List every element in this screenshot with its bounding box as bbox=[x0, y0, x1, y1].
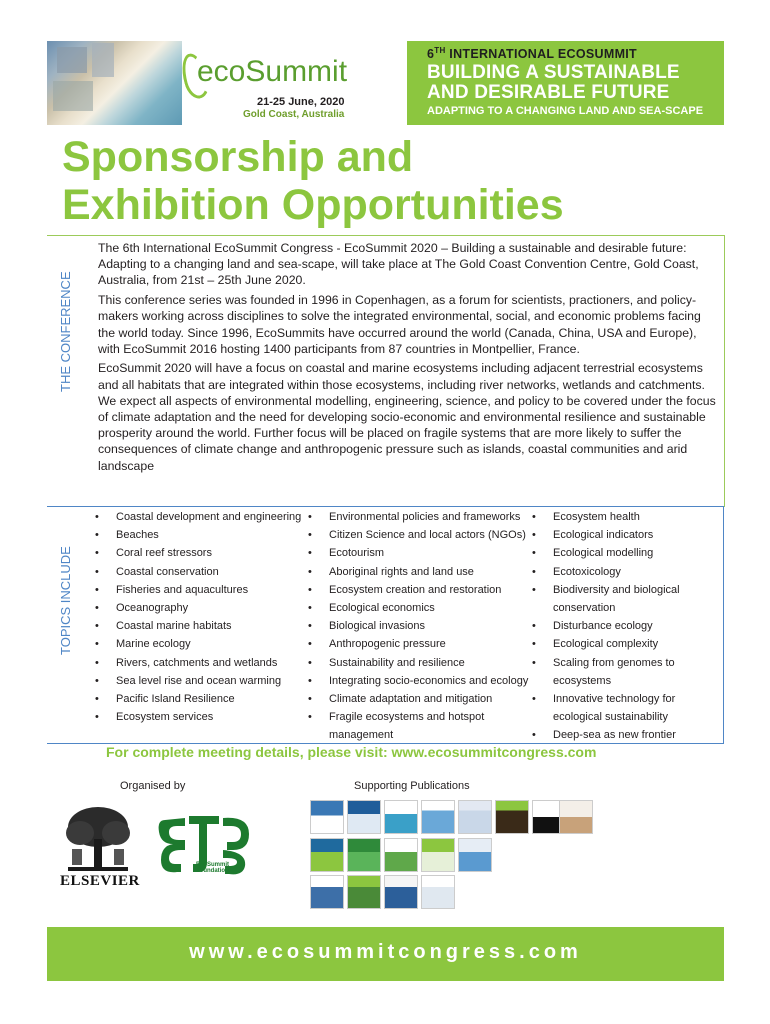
journal-cover bbox=[347, 875, 381, 909]
list-item: • Disturbance ecology bbox=[532, 620, 653, 633]
ecosummit-logo-text: ecoSummit bbox=[197, 55, 348, 88]
conference-paragraph: The 6th International EcoSummit Congress - EcoSummit 2020 – Building a sustainable and desirable future: Adapting to a changing land and sea-scape, will take place at The Gold Coast Convention Centre, Gold Coast, Australia, from 21st – 25th June 2020. bbox=[98, 241, 699, 288]
journal-cover bbox=[458, 838, 492, 872]
list-item: • Ecological indicators bbox=[532, 529, 654, 542]
topics-column-1 bbox=[95, 508, 301, 726]
list-item: • Sea level rise and ocean warming bbox=[95, 674, 282, 687]
journal-cover bbox=[310, 875, 344, 909]
footer-bar bbox=[47, 927, 724, 981]
list-item: • Scaling from genomes to bbox=[532, 656, 675, 669]
supporting-publications-label: Supporting Publications bbox=[354, 780, 470, 792]
list-item: • Ecological complexity bbox=[532, 638, 659, 651]
beach-photo bbox=[47, 41, 182, 125]
list-item: • Fragile ecosystems and hotspot bbox=[308, 711, 485, 724]
banner-logo-area bbox=[47, 41, 407, 125]
journal-cover bbox=[421, 838, 455, 872]
list-item: • Ecotoxicology bbox=[532, 565, 621, 578]
page-title: Sponsorship and Exhibition Opportunities bbox=[62, 133, 564, 229]
conference-paragraph: This conference series was founded in 1996 in Copenhagen, as a forum for scientists, practioners, and policy-makers working across disciplines to solve the integrated environmental, social, and economic problems facing the world today. Since 1996, EcoSummits have occurred around the world (Canada, China, USA and Europe), with EcoSummit 2016 hosting 1400 participants from 87 countries in Montpellier, France. bbox=[98, 293, 701, 356]
list-item: • Ecological modelling bbox=[532, 547, 654, 560]
journal-cover bbox=[310, 838, 344, 872]
list-item: • Oceanography bbox=[95, 602, 189, 615]
edition-line: 6TH INTERNATIONAL ECOSUMMIT bbox=[427, 46, 637, 62]
header-banner bbox=[47, 41, 724, 125]
conference-text bbox=[98, 240, 718, 477]
conference-paragraph: EcoSummit 2020 will have a focus on coastal and marine ecosystems including adjacent terrestrial ecosystems and all habitats that are integrated within those ecosystems, including river networks, wetlands and catchments. We expect all aspects of environmental modelling, engineering, science, and policy to be covered under the focus of climate adaptation and the need for developing socio-economic and environmental resilience and sustainable prosperity around the world. Further focus will be placed on fragile systems that are more likely to suffer the consequences of climate change and anthropogenic pressure such as islands, coastal communities and arid landscape bbox=[98, 361, 716, 473]
list-item: • Ecotourism bbox=[308, 547, 385, 560]
list-item: • Aboriginal rights and land use bbox=[308, 565, 474, 578]
journal-cover bbox=[384, 875, 418, 909]
list-item-continuation: management bbox=[329, 729, 394, 742]
journal-cover bbox=[347, 838, 381, 872]
journal-covers-grid bbox=[305, 795, 595, 911]
elsevier-tree-icon bbox=[58, 805, 138, 873]
list-item: • Ecological economics bbox=[308, 602, 435, 615]
topics-column-3 bbox=[532, 508, 680, 745]
list-item: • Ecosystem services bbox=[95, 711, 214, 724]
list-item-continuation: ecological sustainability bbox=[553, 711, 668, 724]
list-item: • Coastal development and engineering bbox=[95, 511, 302, 523]
journal-cover bbox=[559, 800, 593, 834]
list-item: • Coral reef stressors bbox=[95, 547, 212, 560]
list-item: • Ecosystem health bbox=[532, 511, 640, 523]
event-location: Gold Coast, Australia bbox=[243, 109, 345, 120]
banner-headline-area bbox=[407, 41, 724, 125]
list-item: • Citizen Science and local actors (NGOs) bbox=[308, 529, 526, 542]
elsevier-wordmark: ELSEVIER bbox=[60, 873, 140, 889]
list-item: • Marine ecology bbox=[95, 638, 191, 651]
journal-cover bbox=[384, 838, 418, 872]
list-item: • Biological invasions bbox=[308, 620, 425, 633]
organised-by-label: Organised by bbox=[120, 780, 186, 792]
journal-cover bbox=[458, 800, 492, 834]
topics-column-2 bbox=[308, 508, 528, 745]
footer-url-link[interactable]: www.ecosummitcongress.com bbox=[189, 941, 582, 963]
list-item: • Rivers, catchments and wetlands bbox=[95, 656, 278, 669]
list-item: • Ecosystem creation and restoration bbox=[308, 583, 502, 596]
list-item: • Pacific Island Resilience bbox=[95, 693, 235, 706]
list-item: • Innovative technology for bbox=[532, 693, 676, 706]
list-item-continuation: conservation bbox=[553, 602, 616, 615]
list-item: • Anthropogenic pressure bbox=[308, 638, 446, 651]
list-item: • Climate adaptation and mitigation bbox=[308, 693, 493, 706]
list-item: • Biodiversity and biological bbox=[532, 583, 680, 596]
journal-cover bbox=[347, 800, 381, 834]
foundation-label: EcoSummit Foundation bbox=[196, 862, 230, 874]
topics-side-label: TOPICS INCLUDE bbox=[58, 546, 73, 655]
list-item: • Deep-sea as new frontier bbox=[532, 729, 676, 742]
journal-cover bbox=[421, 800, 455, 834]
banner-subline: ADAPTING TO A CHANGING LAND AND SEA-SCAPE bbox=[427, 105, 704, 117]
list-item-continuation: ecosystems bbox=[553, 674, 612, 687]
list-item: • Coastal marine habitats bbox=[95, 620, 232, 633]
list-item: • Sustainability and resilience bbox=[308, 656, 465, 669]
list-item: • Fisheries and aquacultures bbox=[95, 583, 249, 596]
visit-details-link[interactable]: For complete meeting details, please visit: www.ecosummitcongress.com bbox=[106, 744, 597, 760]
journal-cover bbox=[495, 800, 529, 834]
list-item: • Integrating socio-economics and ecology bbox=[308, 674, 529, 687]
list-item: • Environmental policies and frameworks bbox=[308, 511, 521, 523]
journal-cover bbox=[384, 800, 418, 834]
conference-side-label: THE CONFERENCE bbox=[58, 271, 73, 392]
banner-headline: BUILDING A SUSTAINABLE AND DESIRABLE FUTURE bbox=[427, 62, 680, 103]
list-item: • Coastal conservation bbox=[95, 565, 219, 578]
event-dates: 21-25 June, 2020 bbox=[257, 96, 345, 108]
journal-cover bbox=[421, 875, 455, 909]
journal-cover bbox=[310, 800, 344, 834]
list-item: • Beaches bbox=[95, 529, 159, 542]
